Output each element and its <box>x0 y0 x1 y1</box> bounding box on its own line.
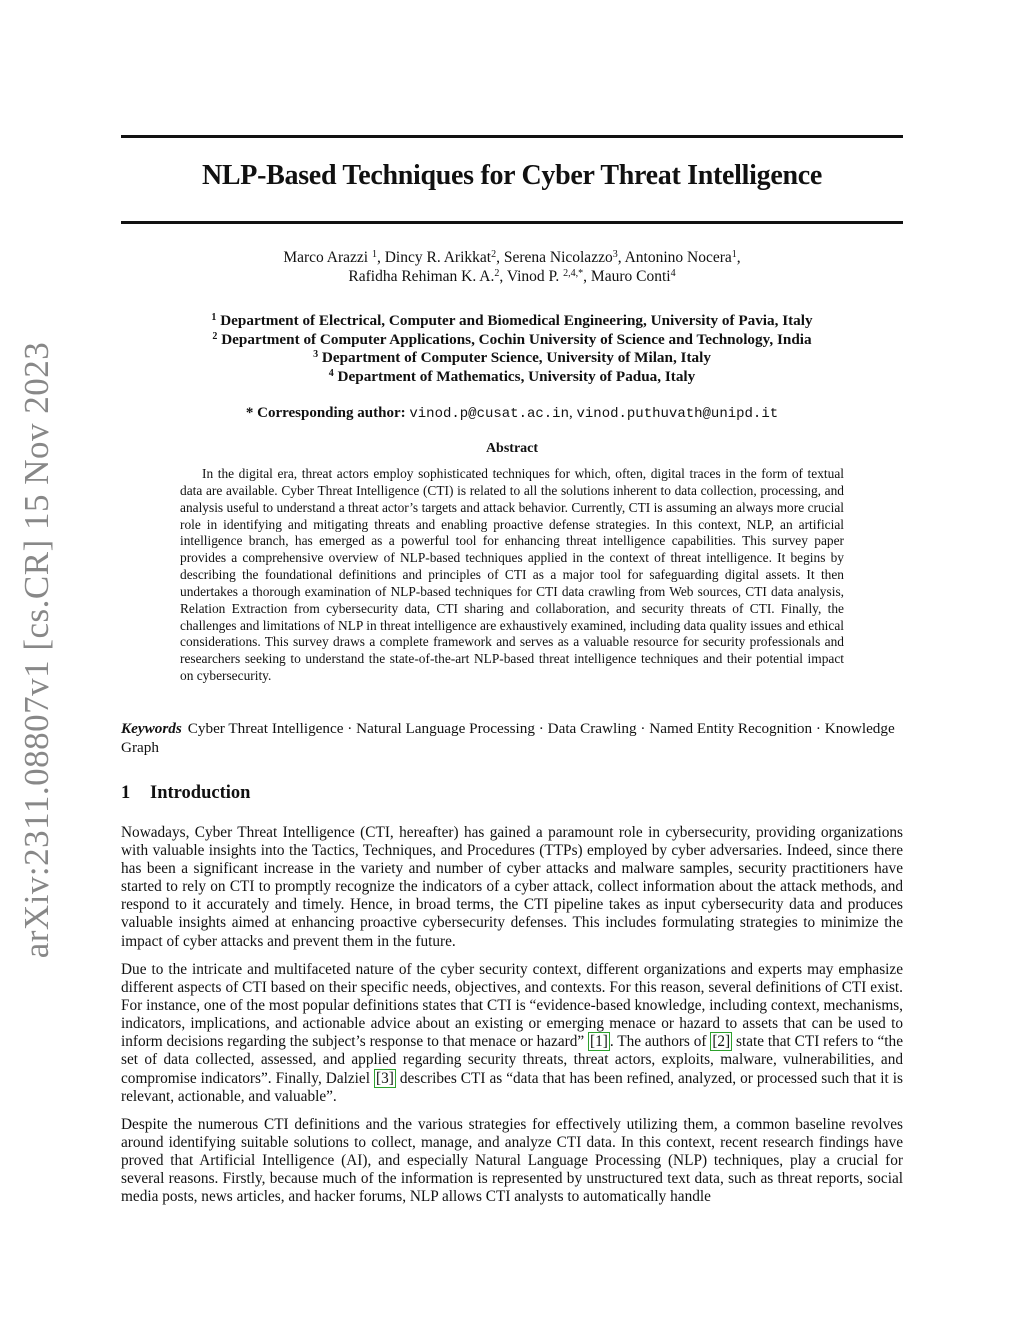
corresponding-author <box>121 405 903 422</box>
author-affil-mark: 2,4,* <box>563 268 584 279</box>
affiliation-1 <box>121 312 903 331</box>
author-name: , Antonino Nocera <box>617 249 732 266</box>
author-name: Marco Arazzi <box>283 249 372 266</box>
author-name: , Vinod P. <box>499 268 564 285</box>
author-affil-mark: 4 <box>670 268 676 279</box>
author-name: Rafidha Rehiman K. A. <box>348 268 495 285</box>
section-heading <box>121 783 250 804</box>
author-affil-mark: 1 <box>371 249 377 260</box>
affiliation-number: 4 <box>328 367 334 379</box>
affiliation-text: Department of Computer Applications, Cochin University of Science and Technology, India <box>217 330 812 348</box>
affiliation-text: Department of Computer Science, University of Milan, Italy <box>318 349 711 366</box>
keywords-label: Keywords <box>121 720 182 737</box>
affiliation-4 <box>121 368 903 387</box>
affiliation-text: Department of Electrical, Computer and Biomedical Engineering, University of Pavia, Italy <box>216 312 813 329</box>
affiliation-list <box>121 312 903 386</box>
citation-link[interactable]: [2] <box>712 1033 731 1051</box>
keywords-text: Cyber Threat Intelligence · Natural Language Processing · Data Crawling · Named Entity Recognition · Knowledge Graph <box>121 720 895 756</box>
title-rule-top <box>121 135 903 138</box>
abstract-text: In the digital era, threat actors employ sophisticated techniques for which, often, digital traces in the form of textual data are available. Cyber Threat Intelligence (CTI) is related to all the solutions inherent to data collection, processing, and analysis useful to understand a threat actor’s targets and attack behavior. Currently, CTI is assuming an always more crucial role in identifying and mitigating threats and enabling proactive defense strategies. In this context, NLP, an artificial intelligence branch, has emerged as a powerful tool for enhancing threat intelligence capabilities. This survey paper provides a comprehensive overview of NLP-based techniques applied in the context of threat intelligence. It begins by describing the foundational definitions and principles of CTI as a major tool for safeguarding digital assets. It then undertakes a thorough examination of NLP-based techniques for CTI data crawling from Web sources, CTI data analysis, Relation Extraction from cybersecurity data, CTI sharing and collaboration, and security threats of CTI. Finally, the challenges and limitations of NLP in threat intelligence are exhaustively examined, including data quality issues and ethical considerations. This survey draws a complete framework and serves as a valuable resource for security professionals and researchers seeking to understand the state-of-the-art NLP-based threat intelligence techniques and their potential impact on cybersecurity. <box>180 466 844 684</box>
keywords <box>121 719 903 757</box>
paragraph-text: state that CTI refers to “the set of data collected, assessed, and applied regarding security threats, threat actors, exploits, malware, vulnerabilities, and compromise indicators”. Finally, Dalziel <box>121 1033 903 1087</box>
affiliation-number: 3 <box>313 349 319 360</box>
citation-link[interactable]: [3] <box>375 1069 394 1087</box>
paragraph <box>121 961 903 1106</box>
author-line-2 <box>121 267 903 286</box>
author-affil-mark: 2 <box>491 249 497 260</box>
email-separator: , <box>569 405 573 421</box>
author-affil-mark: 1 <box>731 249 737 260</box>
paper-title: NLP-Based Techniques for Cyber Threat Intelligence <box>202 160 822 191</box>
arxiv-identifier <box>12 341 62 959</box>
author-name: , Mauro Conti <box>583 268 671 285</box>
author-name: , Serena Nicolazzo <box>496 249 613 266</box>
author-separator: , <box>736 249 741 266</box>
citation-link[interactable]: [1] <box>590 1033 608 1051</box>
section-title: Introduction <box>150 783 251 803</box>
author-list <box>121 248 903 286</box>
email-link[interactable]: vinod.puthuvath@unipd.it <box>576 406 779 422</box>
abstract-heading: Abstract <box>485 441 539 456</box>
email-link[interactable]: vinod.p@cusat.ac.in <box>409 406 569 422</box>
affiliation-number: 2 <box>212 330 218 342</box>
paragraph-text: Due to the intricate and multifaceted nature of the cyber security context, different organizations and experts may emphasize different aspects of CTI based on their specific needs, objectives, and contexts. For this reason, several definitions of CTI exist. For instance, one of the most popular definitions states that CTI is “evidence-based knowledge, including context, mechanisms, indicators, implications, and actionable advice about an existing or emerging menace or hazard to assets that can be used to inform decisions regarding the subject’s response to that menace or hazard” <box>121 961 903 1051</box>
title-rule-bottom <box>121 221 903 224</box>
author-affil-mark: 3 <box>612 249 618 260</box>
affiliation-3 <box>121 349 903 368</box>
author-name: , Dincy R. Arikkat <box>376 249 492 266</box>
affiliation-text: Department of Mathematics, University of Padua, Italy <box>333 367 696 385</box>
affiliation-2 <box>121 331 903 350</box>
section-number: 1 <box>121 783 131 803</box>
author-affil-mark: 2 <box>494 268 500 279</box>
paragraph: Nowadays, Cyber Threat Intelligence (CTI, hereafter) has gained a paramount role in cybersecurity, providing organizations with valuable insights into the Tactics, Techniques, and Procedures (TTPs) employed by cyber adversaries. Indeed, since there has been a significant increase in the variety and number of cyber attacks and malware samples, security practitioners have started to rely on CTI to promptly recognize the indicators of a cyber attack, collect information about the attack methods, and respond to it accurately and timely. Hence, in broad terms, the CTI pipeline takes as input cybersecurity data and produces valuable insights aimed at enhancing proactive cybersecurity defenses. This includes formulating strategies to minimize the impact of cyber attacks and prevent them in the future. <box>121 824 903 950</box>
arxiv-identifier-text: arXiv:2311.08807v1 [cs.CR] 15 Nov 2023 <box>17 341 56 959</box>
affiliation-number: 1 <box>211 312 217 323</box>
paragraph-text: . The authors of <box>609 1033 711 1051</box>
paragraph: Despite the numerous CTI definitions and the various strategies for effectively utilizing them, a common baseline revolves around identifying suitable solutions to collect, manage, and analyze CTI data. In this context, recent research findings have proved that Artificial Intelligence (AI), and especially Natural Language Processing (NLP) techniques, play a crucial for several reasons. Firstly, because much of the information is represented by unstructured text data, such as threat reports, social media posts, news articles, and hacker forums, NLP allows CTI analysts to automatically handle <box>121 1116 903 1206</box>
corresponding-author-label: * Corresponding author: <box>245 405 406 421</box>
author-line-1 <box>121 248 903 267</box>
paragraph-text: describes CTI as “data that has been refined, analyzed, or processed such that it is relevant, actionable, and valuable”. <box>121 1069 903 1105</box>
